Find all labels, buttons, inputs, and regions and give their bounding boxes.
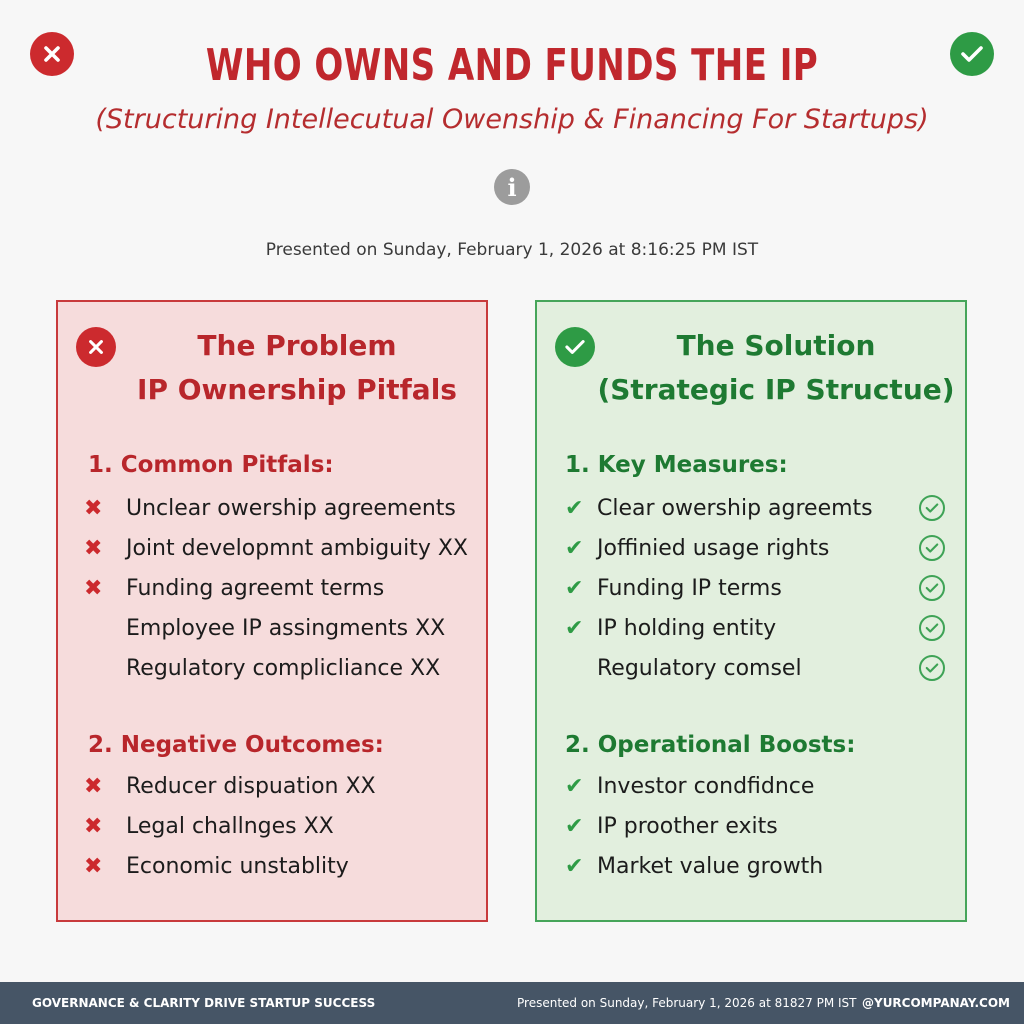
problem-heading <box>118 324 476 412</box>
solution-measures-list <box>537 489 965 689</box>
check-circle-outline-icon <box>919 575 945 601</box>
list-item <box>58 807 486 847</box>
check-mark-icon: ✔ <box>565 536 584 561</box>
page-title: WHO OWNS AND FUNDS THE IP <box>205 40 819 91</box>
check-circle-outline-icon <box>919 655 945 681</box>
x-mark-icon: ✖ <box>84 496 103 521</box>
list-item-text: IP proother exits <box>597 814 778 839</box>
check-circle-outline-icon <box>919 615 945 641</box>
x-mark-icon: ✖ <box>84 854 103 879</box>
problem-section2-title: 2. Negative Outcomes: <box>88 732 384 758</box>
solution-heading-line1: The Solution <box>676 329 876 362</box>
x-circle-icon <box>30 32 74 76</box>
list-item <box>58 767 486 807</box>
check-mark-icon: ✔ <box>565 774 584 799</box>
check-mark-icon: ✔ <box>565 576 584 601</box>
list-item <box>58 649 486 689</box>
info-icon[interactable]: i <box>494 169 530 205</box>
list-item <box>58 847 486 887</box>
check-circle-icon <box>555 327 595 367</box>
list-item-text: Unclear owership agreements <box>126 496 456 521</box>
solution-heading-line2: (Strategic IP Structue) <box>597 373 955 406</box>
footer-bar <box>0 982 1024 1024</box>
problem-pitfalls-list <box>58 489 486 689</box>
solution-panel <box>535 300 967 922</box>
check-mark-icon: ✔ <box>565 814 584 839</box>
list-item <box>537 649 965 689</box>
check-mark-icon: ✔ <box>565 854 584 879</box>
x-mark-icon: ✖ <box>84 774 103 799</box>
page-subtitle: (Structuring Intellecutual Owenship & Financing For Startups) <box>95 104 929 135</box>
list-item <box>537 767 965 807</box>
list-item <box>537 489 965 529</box>
list-item-text: Reducer dispuation XX <box>126 774 376 799</box>
list-item-text: Joint developmnt ambiguity XX <box>126 536 468 561</box>
solution-section1-title: 1. Key Measures: <box>565 452 788 478</box>
presented-date: Presented on Sunday, February 1, 2026 at 8:16:25 PM IST <box>265 240 759 260</box>
check-circle-icon <box>950 32 994 76</box>
list-item <box>537 569 965 609</box>
list-item-text: Joffinied usage rights <box>597 536 830 561</box>
problem-outcomes-list <box>58 767 486 887</box>
problem-section1-title: 1. Common Pitfals: <box>88 452 334 478</box>
footer-tagline: GOVERNANCE & CLARITY DRIVE STARTUP SUCCESS <box>32 996 376 1010</box>
list-item <box>58 489 486 529</box>
list-item-text: Market value growth <box>597 854 824 879</box>
list-item-text: Legal challnges XX <box>126 814 334 839</box>
x-mark-icon: ✖ <box>84 814 103 839</box>
list-item <box>58 529 486 569</box>
check-circle-outline-icon <box>919 495 945 521</box>
list-item <box>537 807 965 847</box>
list-item <box>537 609 965 649</box>
problem-heading-line1: The Problem <box>197 329 397 362</box>
problem-panel <box>56 300 488 922</box>
solution-heading <box>597 324 955 412</box>
list-item-text: Funding agreemt terms <box>126 576 385 601</box>
list-item <box>58 569 486 609</box>
list-item-text: Investor condfidnce <box>597 774 815 799</box>
list-item <box>537 847 965 887</box>
x-circle-icon <box>76 327 116 367</box>
check-mark-icon: ✔ <box>565 496 584 521</box>
list-item-text: Funding IP terms <box>597 576 782 601</box>
list-item-text: Regulatory comsel <box>597 656 802 681</box>
x-mark-icon: ✖ <box>84 576 103 601</box>
list-item <box>537 529 965 569</box>
problem-heading-line2: IP Ownership Pitfals <box>137 373 457 406</box>
list-item-text: Employee IP assingments XX <box>126 616 446 641</box>
check-circle-outline-icon <box>919 535 945 561</box>
list-item-text: Economic unstablity <box>126 854 349 879</box>
list-item-text: Clear owership agreemts <box>597 496 873 521</box>
solution-section2-title: 2. Operational Boosts: <box>565 732 856 758</box>
x-mark-icon: ✖ <box>84 536 103 561</box>
list-item-text: IP holding entity <box>597 616 777 641</box>
solution-boosts-list <box>537 767 965 887</box>
check-mark-icon: ✔ <box>565 616 584 641</box>
list-item <box>58 609 486 649</box>
footer-handle[interactable]: @YURCOMPANAY.COM <box>862 996 1010 1010</box>
list-item-text: Regulatory complicliance XX <box>126 656 441 681</box>
footer-presented: Presented on Sunday, February 1, 2026 at 81827 PM IST <box>517 996 857 1010</box>
